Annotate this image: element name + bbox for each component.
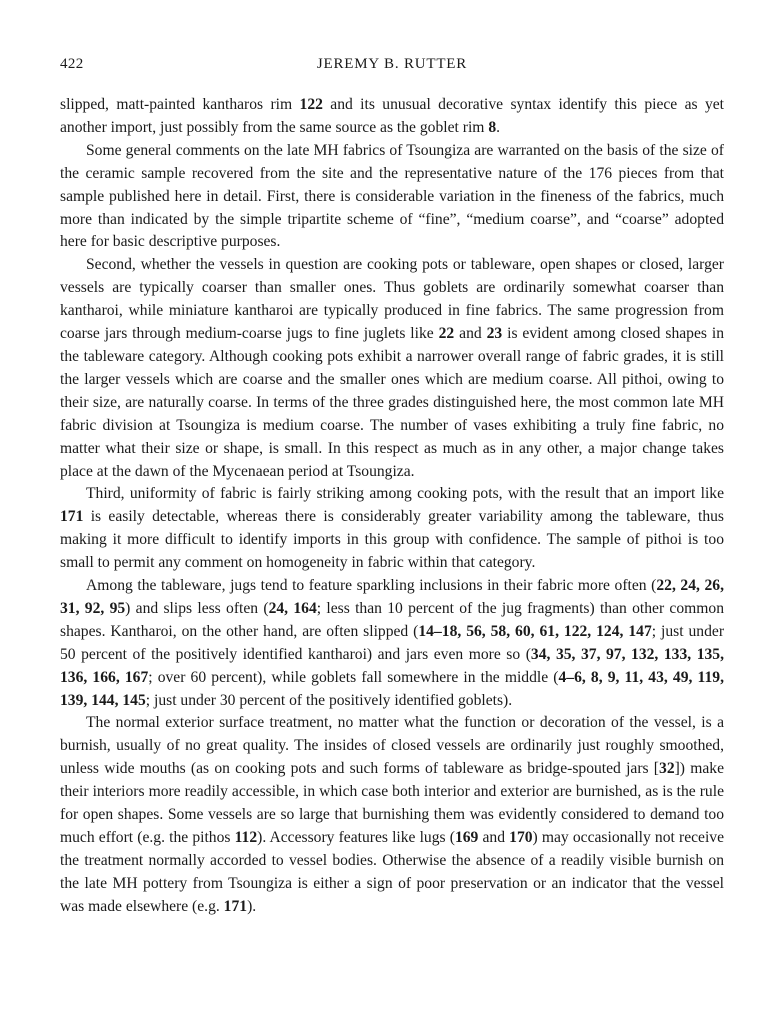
- paragraph: [60, 483, 724, 575]
- text-run: ]) make their interiors more readily accessible, in which case both interior and exterior are burnished, as is the rule for open shapes. Some vessels are so large that burnishing them was evidently considered to demand too much effort (e.g. the pithos: [60, 760, 724, 846]
- catalogue-reference: 170: [509, 829, 533, 846]
- catalogue-reference: 171: [223, 897, 248, 915]
- catalogue-reference: 22, 24, 26, 31, 92, 95: [60, 577, 724, 617]
- text-run: is easily detectable, whereas there is considerably greater variability among the tableware, thus making it more difficult to identify imports in this group with confidence. The sample of pithoi is too small to permit any comment on homogeneity in fabric within that category.: [60, 508, 724, 572]
- text-run: Third, uniformity of fabric is fairly striking among cooking pots, with the result that an import like: [86, 485, 724, 503]
- catalogue-reference: 14–18, 56, 58, 60, 61, 122, 124, 147: [418, 622, 652, 640]
- text-run: and its unusual decorative syntax identify this piece as yet another import, just possibly from the same source as the goblet rim: [60, 96, 724, 136]
- text-run: ; just under 30 percent of the positively identified goblets).: [145, 691, 513, 709]
- text-run: Some general comments on the late MH fabrics of Tsoungiza are warranted on the basis of the size of the ceramic sample recovered from the site and the representative nature of the 176 pieces from that sample published here in detail. First, there is considerable variation in the fineness of the fabrics, much more than indicated by the simple tripartite scheme of “fine”, “medium coarse”, and “coarse” adopted here for basic descriptive purposes.: [60, 141, 724, 251]
- text-run: is evident among closed shapes in the tableware category. Although cooking pots exhibit a narrower overall range of fabric grades, it is still the larger vessels which are coarse and the smaller ones which are medium coarse. All pithoi, owing to their size, are naturally coarse. In terms of the three grades distinguished here, the most common late MH fabric division at Tsoungiza is medium coarse. The number of vases exhibiting a truly fine fabric, no matter what their size or shape, is small. In this respect as much as in any other, a major change takes place at the dawn of the Mycenaean period at Tsoungiza.: [60, 325, 725, 480]
- text-run: ).: [247, 897, 257, 915]
- catalogue-reference: 32: [659, 760, 675, 778]
- page-number: 422: [60, 56, 84, 72]
- paragraph: [60, 254, 724, 483]
- catalogue-reference: 112: [234, 829, 258, 846]
- catalogue-reference: 34, 35, 37, 97, 132, 133, 135, 136, 166, 167: [60, 645, 724, 686]
- catalogue-reference: 22: [438, 325, 455, 343]
- catalogue-reference: 171: [60, 508, 84, 526]
- text-run: ; less than 10 percent of the jug fragments) than other common shapes. Kantharoi, on the other hand, are often slipped (: [60, 599, 725, 640]
- catalogue-reference: 8: [488, 118, 497, 136]
- catalogue-reference: 122: [299, 96, 323, 113]
- paragraph: [60, 712, 724, 918]
- text-run: Second, whether the vessels in question are cooking pots or tableware, open shapes or closed, larger vessels are typically coarser than smaller ones. Thus goblets are ordinarily somewhat coarser than kantharoi, while miniature kantharoi are typically produced in fine fabrics. The same progression from coarse jars through medium-coarse jugs to fine juglets like: [60, 256, 724, 343]
- text-run: ). Accessory features like lugs (: [257, 829, 455, 846]
- text-run: .: [496, 118, 501, 136]
- body-text: [60, 94, 724, 919]
- catalogue-reference: 23: [486, 325, 503, 343]
- text-run: The normal exterior surface treatment, no matter what the function or decoration of the vessel, is a burnish, usually of no great quality. The insides of closed vessels are ordinarily just roughly smoothed, unless wide mouths (as on cooking pots and such forms of tableware as bridge-spouted jars [: [60, 714, 724, 778]
- text-run: and: [478, 829, 510, 846]
- catalogue-reference: 24, 164: [268, 599, 317, 617]
- text-run: and: [454, 325, 487, 343]
- text-run: ; over 60 percent), while goblets fall somewhere in the middle (: [148, 668, 559, 686]
- running-head: [60, 56, 724, 80]
- paragraph: [60, 140, 724, 255]
- text-run: ; just under 50 percent of the positively identified kantharoi) and jars even more so (: [60, 622, 725, 663]
- paragraph: [60, 575, 724, 712]
- running-head-author: JEREMY B. RUTTER: [316, 56, 468, 72]
- text-run: slipped, matt-painted kantharos rim: [60, 96, 300, 113]
- paragraph: [60, 94, 724, 140]
- text-run: Among the tableware, jugs tend to feature sparkling inclusions in their fabric more often (: [86, 577, 657, 595]
- text-run: ) and slips less often (: [125, 599, 269, 617]
- text-run: ) may occasionally not receive the treatment normally accorded to vessel bodies. Otherwise the absence of a readily visible burnish on the late MH pottery from Tsoungiza is either a sign of poor preservation or an indicator that the vessel was made elsewhere (e.g.: [60, 829, 725, 915]
- catalogue-reference: 169: [454, 829, 479, 846]
- catalogue-reference: 4–6, 8, 9, 11, 43, 49, 119, 139, 144, 145: [60, 668, 724, 709]
